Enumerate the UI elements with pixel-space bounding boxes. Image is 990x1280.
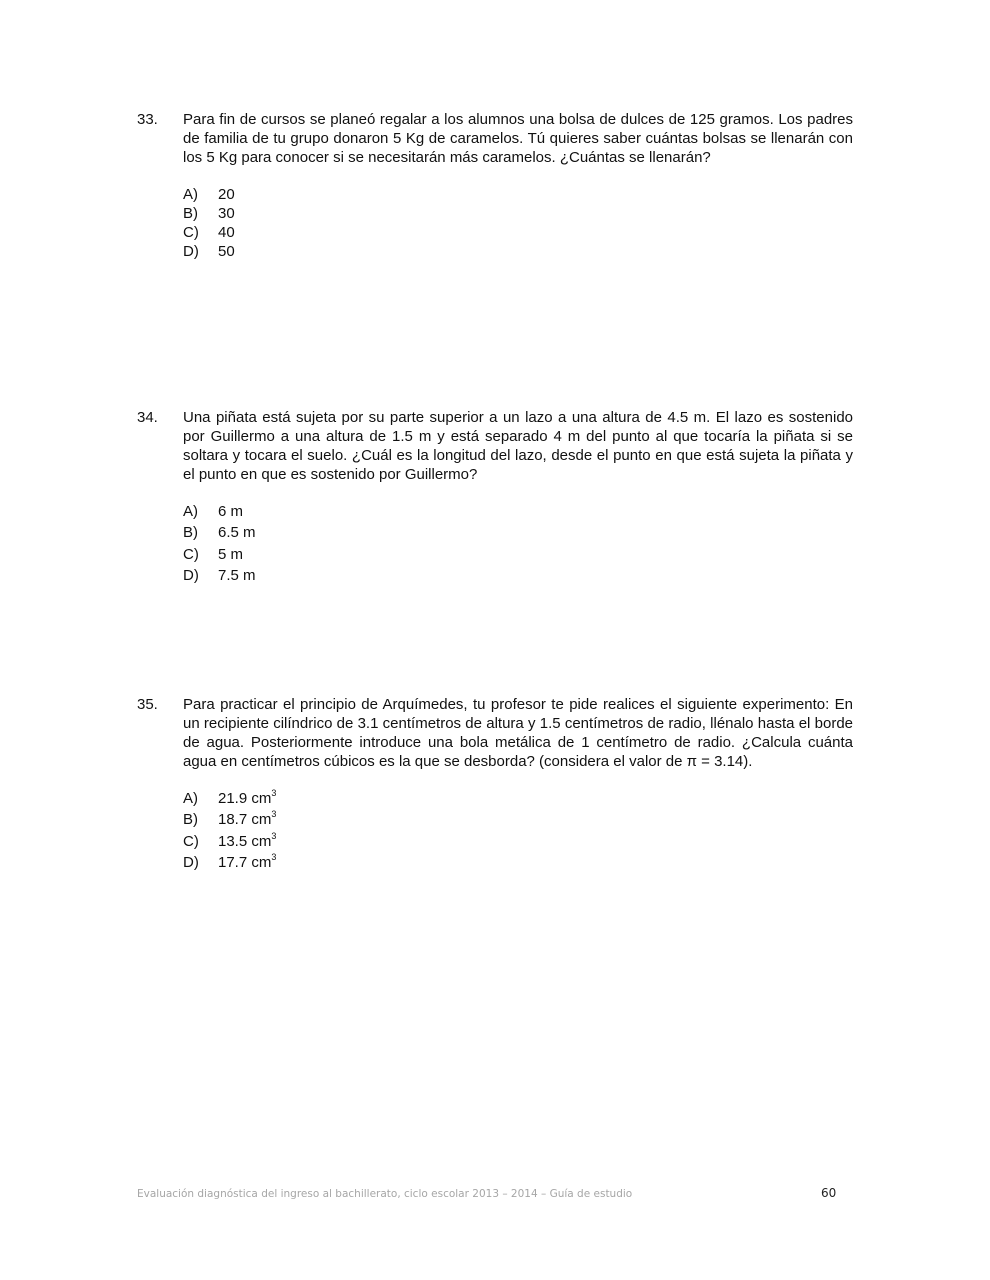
option-text: 30 — [218, 205, 235, 222]
option-text: 17.7 cm — [218, 853, 272, 871]
question-text: Una piñata está sujeta por su parte superior a un lazo a una altura de 4.5 m. El lazo es sostenido por Guillermo a una altura de 1.5 m y está separado 4 m del punto al que tocaría la piñata si se soltara y tocara el suelo. ¿Cuál es la longitud del lazo, desde el punto en que está sujeta la piñata y el punto en que es sostenido por Guillermo? — [183, 409, 853, 483]
question-number: 35. — [137, 696, 158, 713]
answer-options — [183, 789, 853, 874]
question-number: 33. — [137, 111, 158, 128]
option-letter: D) — [183, 243, 199, 260]
option-letter: B) — [183, 524, 198, 542]
option-d — [183, 566, 853, 587]
option-d — [183, 242, 853, 261]
option-d — [183, 853, 853, 874]
option-text: 5 m — [218, 545, 244, 563]
answer-options — [183, 185, 853, 261]
option-letter: C) — [183, 545, 199, 563]
option-text: 13.5 cm — [218, 832, 272, 850]
option-letter: A) — [183, 503, 198, 520]
option-text: 20 — [218, 186, 235, 203]
option-c — [183, 545, 853, 566]
option-value — [218, 810, 276, 829]
question-33 — [137, 110, 853, 261]
option-letter: C) — [183, 224, 199, 241]
option-b — [183, 204, 853, 223]
option-b — [183, 523, 853, 544]
question-text: Para practicar el principio de Arquímedes, tu profesor te pide realices el siguiente experimento: En un recipiente cilíndrico de 3.1 centímetros de altura y 1.5 centímetros de radio, llénalo hasta el borde de agua. Posteriormente introduce una bola metálica de 1 centímetro de radio. ¿Calcula cuánta agua en centímetros cúbicos es la que se desborda? (considera el valor de π = 3.14). — [183, 696, 853, 770]
option-a — [183, 789, 853, 810]
option-value — [218, 853, 276, 872]
option-text: 21.9 cm — [218, 790, 272, 807]
option-b — [183, 810, 853, 831]
option-c — [183, 223, 853, 242]
question-number: 34. — [137, 409, 158, 426]
answer-options — [183, 502, 853, 587]
superscript-exponent: 3 — [271, 851, 277, 862]
option-letter: B) — [183, 811, 198, 829]
option-value — [218, 832, 276, 851]
option-text: 18.7 cm — [218, 811, 272, 829]
page-footer: Evaluación diagnóstica del ingreso al bachillerato, ciclo escolar 2013 – 2014 – Guía de estudio — [137, 1188, 633, 1200]
option-c — [183, 832, 853, 853]
option-letter: D) — [183, 853, 199, 871]
option-text: 6 m — [218, 503, 244, 520]
option-letter: C) — [183, 832, 199, 850]
page-number: 60 — [821, 1186, 837, 1200]
option-letter: B) — [183, 205, 198, 222]
superscript-exponent: 3 — [271, 830, 277, 841]
superscript-exponent: 3 — [271, 809, 277, 820]
question-35 — [137, 695, 853, 874]
option-text: 50 — [218, 243, 235, 260]
option-a — [183, 502, 853, 523]
question-text: Para fin de cursos se planeó regalar a los alumnos una bolsa de dulces de 125 gramos. Los padres de familia de tu grupo donaron 5 Kg de caramelos. Tú quieres saber cuántas bolsas se llenarán con los 5 Kg para conocer si se necesitarán más caramelos. ¿Cuántas se llenarán? — [183, 111, 853, 166]
option-letter: A) — [183, 186, 198, 203]
superscript-exponent: 3 — [271, 788, 277, 798]
option-text: 7.5 m — [218, 566, 256, 584]
option-text: 40 — [218, 224, 235, 241]
option-text: 6.5 m — [218, 524, 256, 542]
option-a — [183, 185, 853, 204]
question-34 — [137, 408, 853, 587]
option-letter: D) — [183, 566, 199, 584]
option-value — [218, 789, 276, 808]
option-letter: A) — [183, 790, 198, 807]
